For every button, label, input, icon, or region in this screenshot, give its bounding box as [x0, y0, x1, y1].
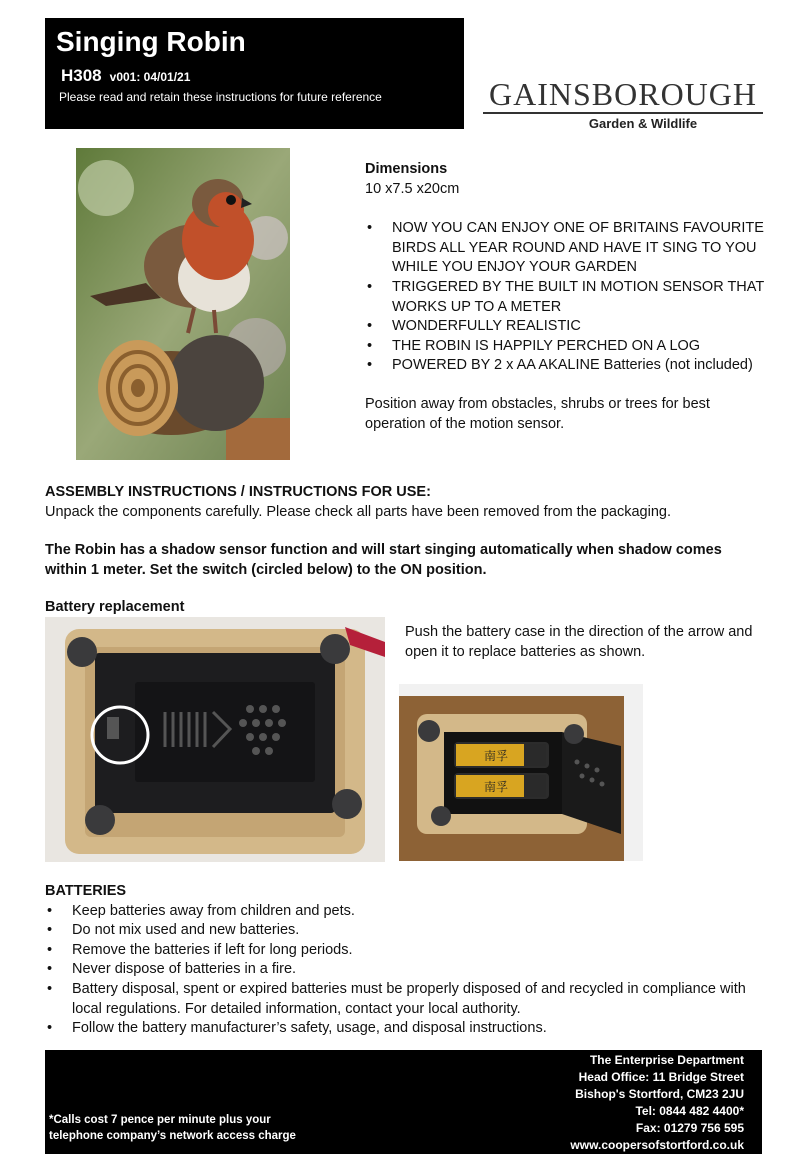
title-banner — [45, 18, 464, 129]
feature-item: • POWERED BY 2 x AA AKALINE Batteries (not included) — [365, 356, 765, 376]
battery-compartment-photo — [45, 617, 385, 862]
product-code: H308 — [61, 66, 102, 85]
feature-item: • WONDERFULLY REALISTIC — [365, 317, 765, 337]
dimensions-value: 10 x7.5 x20cm — [365, 180, 460, 197]
assembly-text: Unpack the components carefully. Please check all parts have been removed from the packaging. — [45, 503, 671, 520]
call-cost-line: telephone company’s network access charge — [49, 1130, 296, 1142]
call-cost-note — [49, 1112, 296, 1144]
position-note: Position away from obstacles, shrubs or trees for best operation of the motion sensor. — [365, 395, 710, 432]
battery-safety-item: • Keep batteries away from children and pets. — [45, 902, 765, 922]
fax-number: Fax: 01279 756 595 — [635, 1121, 744, 1135]
sensor-note: The Robin has a shadow sensor function and will start singing automatically when shadow comes within 1 meter. Set the switch (circled below) to the ON position. — [45, 542, 722, 578]
head-office: Head Office: 11 Bridge Street — [578, 1070, 744, 1084]
battery-label-2: 南孚 — [484, 780, 509, 794]
footer-contact-banner — [45, 1050, 762, 1154]
dimensions-label: Dimensions — [365, 161, 448, 177]
assembly-section — [45, 483, 765, 580]
product-code-line — [61, 66, 190, 86]
department-name: The Enterprise Department — [589, 1053, 744, 1067]
batteries-heading: BATTERIES — [45, 883, 127, 899]
office-town: Bishop's Stortford, CM23 2JU — [575, 1087, 744, 1101]
battery-safety-list — [45, 902, 765, 1039]
brand-logo — [483, 76, 763, 131]
battery-replacement-text: Push the battery case in the direction of the arrow and open it to replace batteries as shown. — [405, 624, 753, 660]
website-link[interactable]: www.coopersofstortford.co.uk — [570, 1138, 744, 1152]
battery-safety-item: • Remove the batteries if left for long periods. — [45, 941, 765, 961]
feature-list — [365, 219, 765, 376]
battery-label-1: 南孚 — [484, 749, 509, 763]
feature-item: • TRIGGERED BY THE BUILT IN MOTION SENSOR THAT WORKS UP TO A METER — [365, 278, 765, 317]
assembly-heading: ASSEMBLY INSTRUCTIONS / INSTRUCTIONS FOR USE: — [45, 484, 431, 500]
battery-safety-item: • Follow the battery manufacturer’s safety, usage, and disposal instructions. — [45, 1019, 765, 1039]
battery-safety-item: • Battery disposal, spent or expired batteries must be properly disposed of and recycled in compliance with local regulations. For detailed information, contact your local authority. — [45, 980, 765, 1019]
feature-item: • THE ROBIN IS HAPPILY PERCHED ON A LOG — [365, 337, 765, 357]
robin-photo — [76, 148, 290, 460]
retain-note: Please read and retain these instructions for future reference — [59, 90, 382, 104]
battery-replacement-heading: Battery replacement — [45, 599, 185, 615]
battery-safety-item: • Never dispose of batteries in a fire. — [45, 960, 765, 980]
feature-item: • NOW YOU CAN ENJOY ONE OF BRITAINS FAVOURITE BIRDS ALL YEAR ROUND AND HAVE IT SING TO YOU WHILE YOU ENJOY YOUR GARDEN — [365, 219, 765, 278]
call-cost-line: *Calls cost 7 pence per minute plus your — [49, 1114, 271, 1126]
contact-block — [570, 1052, 744, 1154]
brand-subtitle: Garden & Wildlife — [588, 116, 698, 131]
product-title: Singing Robin — [56, 26, 246, 57]
open-battery-photo — [399, 684, 643, 861]
phone-number: Tel: 0844 482 4400* — [635, 1104, 744, 1118]
battery-safety-item: • Do not mix used and new batteries. — [45, 921, 765, 941]
brand-name: GAINSBOROUGH — [483, 76, 763, 114]
batteries-section — [45, 882, 765, 1039]
version-label: v001: 04/01/21 — [109, 70, 191, 84]
product-description — [365, 160, 765, 434]
